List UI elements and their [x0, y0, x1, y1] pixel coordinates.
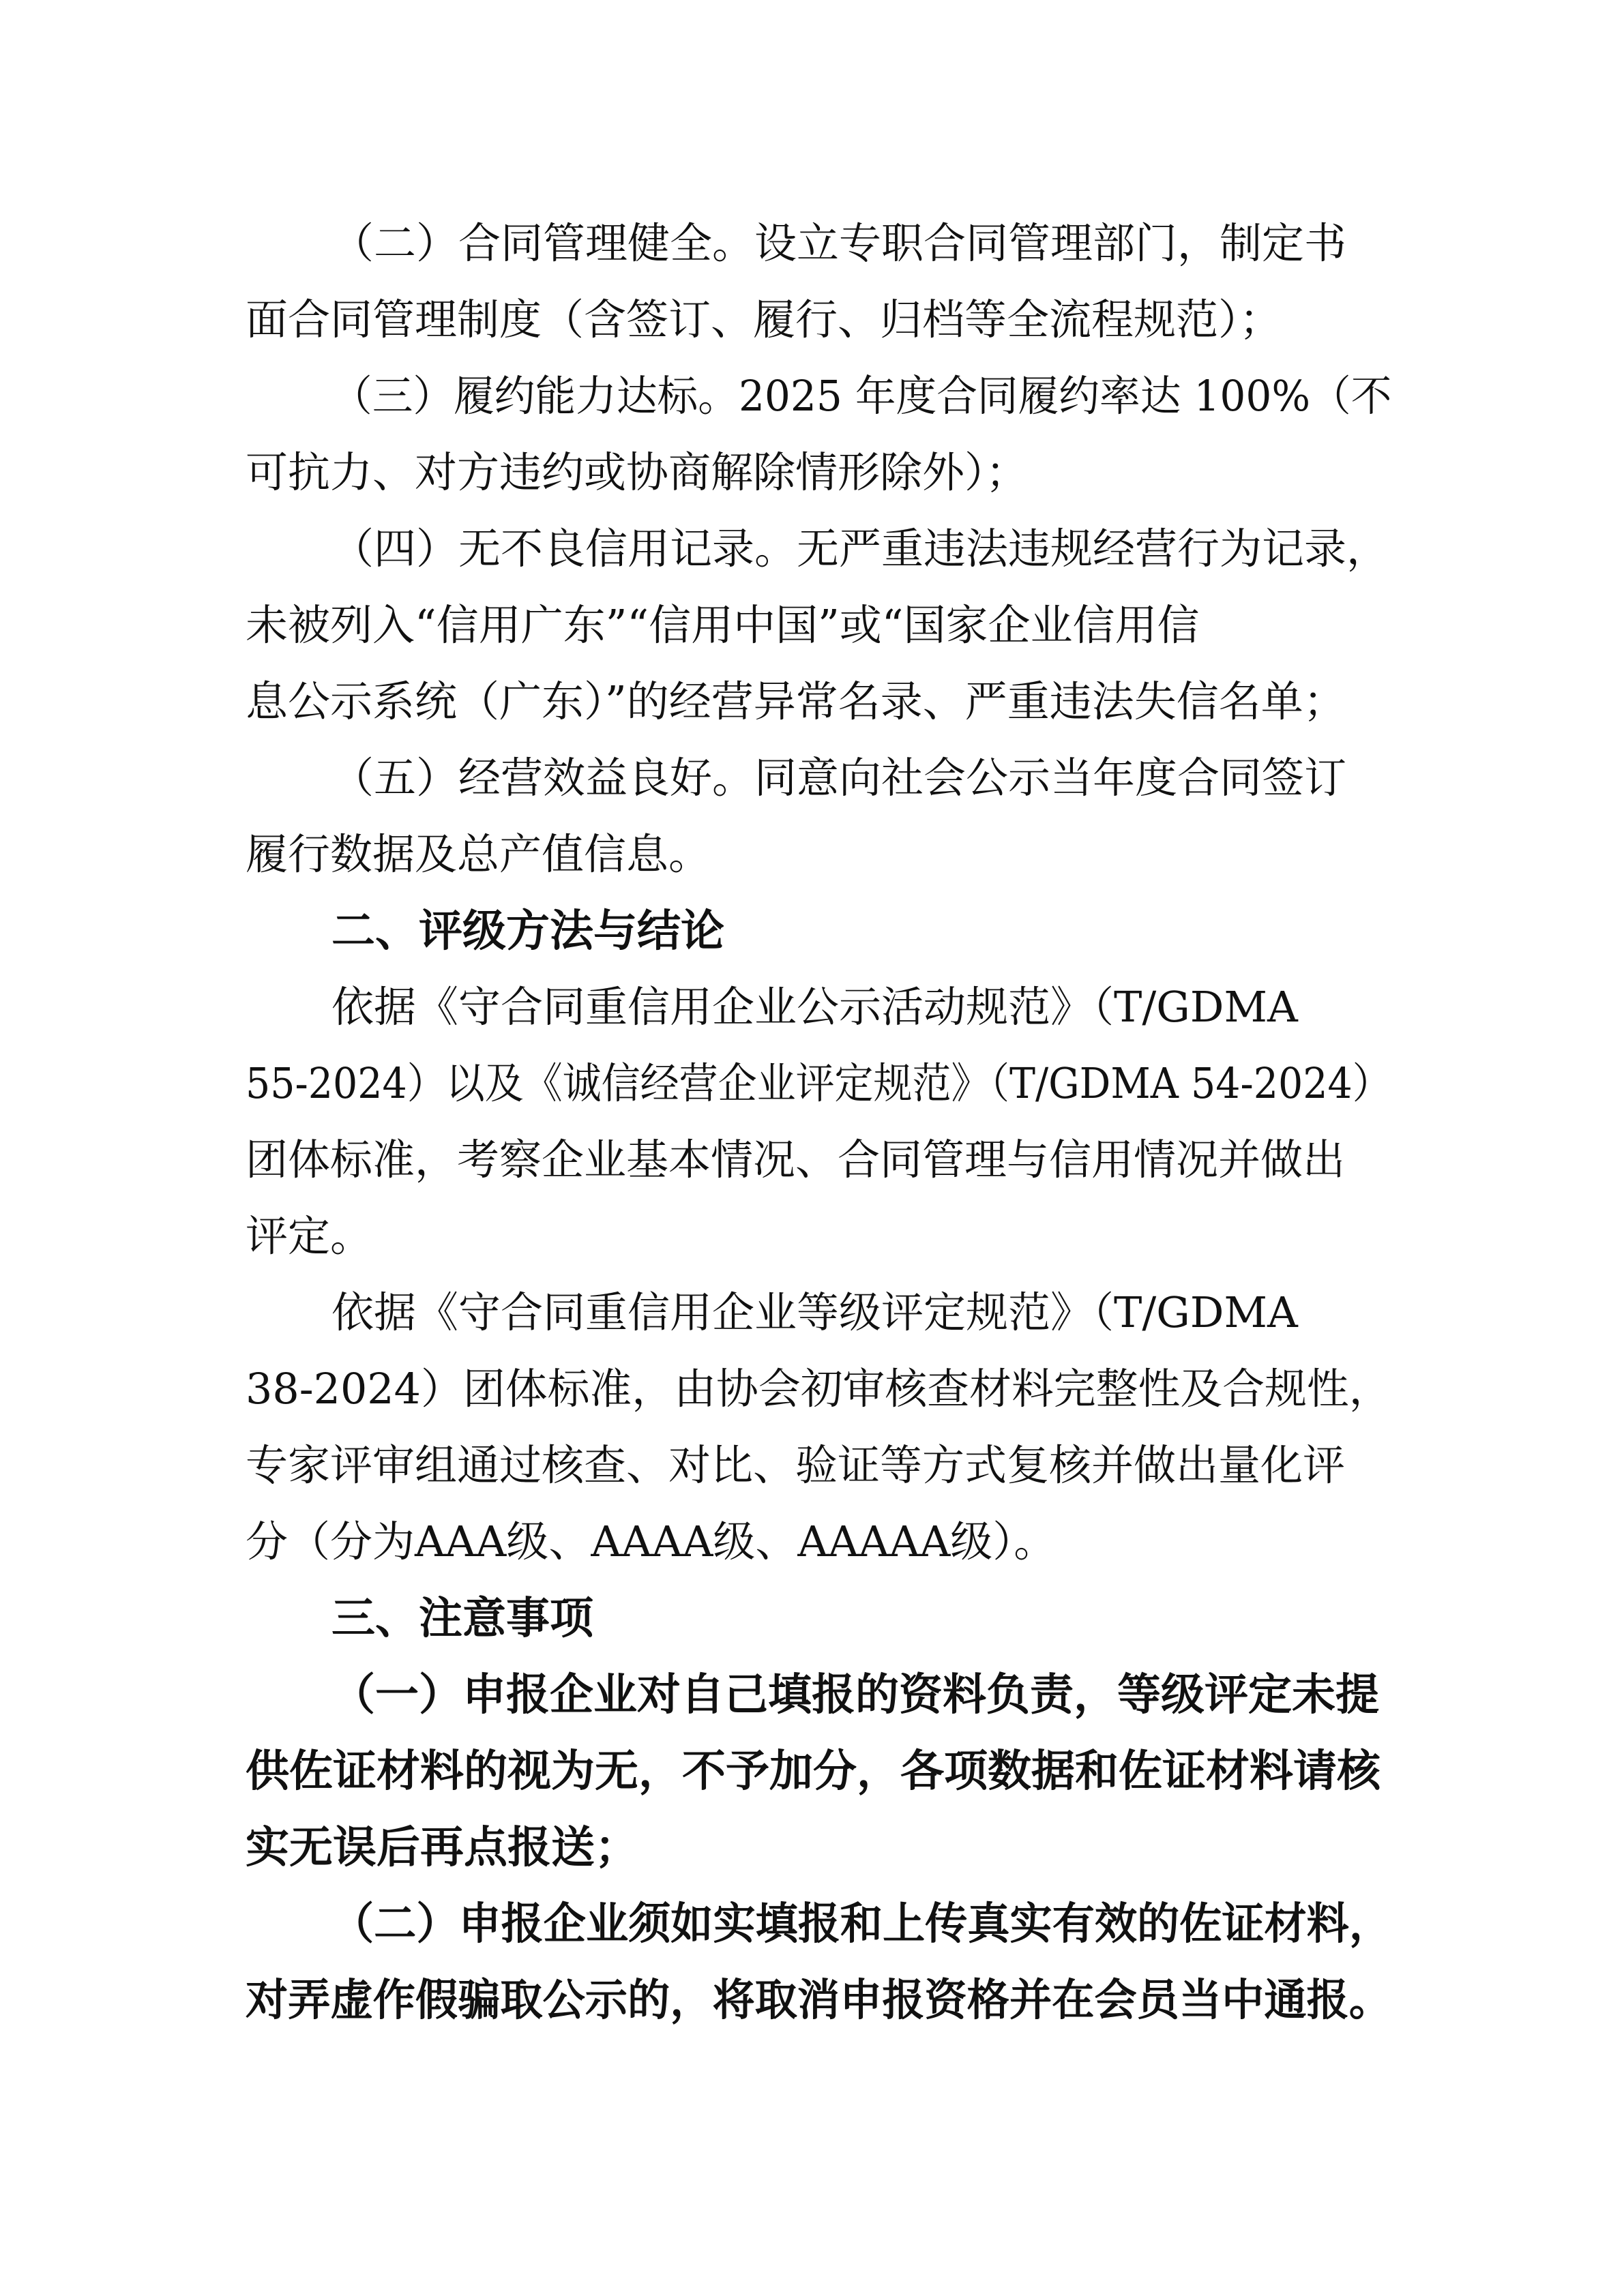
paragraph-rating-basis-line-3: 团体标准，考察企业基本情况、合同管理与信用情况并做出 [246, 1135, 1346, 1184]
paragraph-grading-standard-line-4: 分（分为AAA级、AAAA级、AAAAA级）。 [246, 1517, 1057, 1566]
paragraph-rating-basis-line-4: 评定。 [246, 1211, 373, 1261]
paragraph-rating-basis-line-2: 55-2024）以及《诚信经营企业评定规范》（T/GDMA 54-2024） [246, 1058, 1391, 1108]
notice-item-2-line-1: （二）申报企业须如实填报和上传真实有效的佐证材料， [331, 1899, 1391, 1950]
paragraph-rating-basis-line-1: 依据《守合同重信用企业公示活动规范》（T/GDMA [331, 982, 1298, 1032]
paragraph-grading-standard-line-1: 依据《守合同重信用企业等级评定规范》（T/GDMA [331, 1287, 1298, 1337]
paragraph-credit-record-line-3: 息公示系统（广东）”的经营异常名录、严重违法失信名单； [246, 676, 1346, 726]
paragraph-operating-benefit-line-2: 履行数据及总产值信息。 [246, 829, 711, 879]
paragraph-grading-standard-line-2: 38-2024）团体标准，由协会初审核查材料完整性及合规性， [246, 1364, 1391, 1414]
paragraph-credit-record-line-2: 未被列入“信用广东”“信用中国”或“国家企业信用信 [246, 600, 1200, 650]
notice-item-1-line-1: （一）申报企业对自己填报的资料负责，等级评定未提 [331, 1670, 1379, 1720]
notice-item-1-line-3: 实无误后再点报送； [246, 1823, 638, 1873]
paragraph-operating-benefit-line-1: （五）经营效益良好。同意向社会公示当年度合同签订 [331, 753, 1347, 803]
paragraph-contract-management-line-1: （二）合同管理健全。设立专职合同管理部门，制定书 [331, 218, 1347, 268]
paragraph-performance-line-2: 可抗力、对方违约或协商解除情形除外）； [246, 447, 1029, 497]
paragraph-credit-record-line-1: （四）无不良信用记录。无严重违法违规经营行为记录， [331, 524, 1389, 573]
notice-item-2-line-2: 对弄虚作假骗取公示的，将取消申报资格并在会员当中通报。 [246, 1976, 1391, 2026]
paragraph-contract-management-line-2: 面合同管理制度（含签订、履行、归档等全流程规范）； [246, 295, 1282, 344]
section-heading-notes: 三、注意事项 [331, 1594, 593, 1644]
section-heading-rating-method: 二、评级方法与结论 [331, 906, 724, 957]
paragraph-performance-line-1: （三）履约能力达标。2025 年度合同履约率达 100%（不 [331, 371, 1392, 421]
notice-item-1-line-2: 供佐证材料的视为无，不予加分，各项数据和佐证材料请核 [246, 1746, 1381, 1797]
paragraph-grading-standard-line-3: 专家评审组通过核查、对比、验证等方式复核并做出量化评 [246, 1440, 1346, 1490]
